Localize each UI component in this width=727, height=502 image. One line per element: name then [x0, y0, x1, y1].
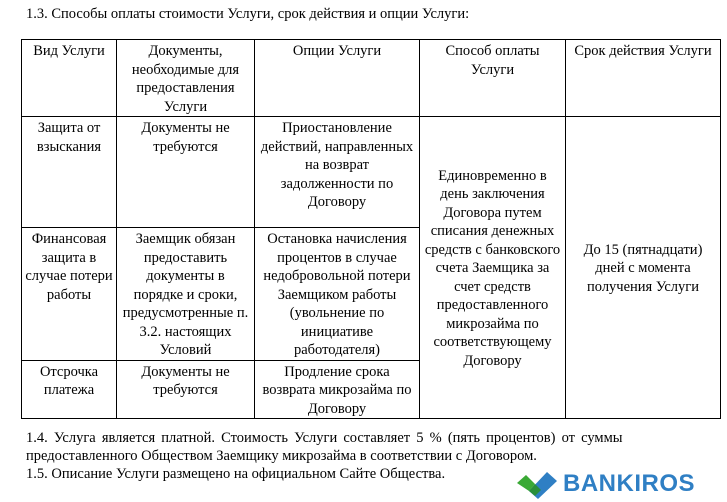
row-options: Приостановление действий, направленных на возврат задолженности по Договору	[255, 117, 420, 228]
paragraph-1-4-line-2: предоставленного Обществом Заемщику микрозайма в соответствии с Договором.	[26, 448, 537, 464]
row-documents: Документы не требуются	[117, 117, 255, 228]
row-service-type: Финансовая защита в случае потери работы	[22, 228, 117, 361]
row-documents: Заемщик обязан предоставить документы в порядке и сроки, предусмотренные п. 3.2. настоящих Условий	[117, 228, 255, 361]
row-service-type: Защита от взыскания	[22, 117, 117, 228]
bankiros-check-logo-icon	[517, 469, 559, 499]
header-options: Опции Услуги	[255, 40, 420, 117]
row-options: Остановка начисления процентов в случае недобровольной потери Заемщиком работы (увольнение по инициативе работодателя)	[255, 228, 420, 361]
header-documents: Документы, необходимые для предоставления Услуги	[117, 40, 255, 117]
section-heading: 1.3. Способы оплаты стоимости Услуги, срок действия и опции Услуги:	[26, 6, 470, 22]
table-row	[22, 117, 721, 228]
header-validity: Срок действия Услуги	[566, 40, 721, 117]
service-table	[21, 39, 721, 419]
header-service-type: Вид Услуги	[22, 40, 117, 117]
bankiros-watermark	[517, 469, 722, 499]
row-service-type: Отсрочка платежа	[22, 360, 117, 419]
paragraph-1-5: 1.5. Описание Услуги размещено на официальном Сайте Общества.	[26, 466, 446, 482]
bankiros-logo-text: BANKIROS	[563, 470, 696, 497]
row-documents: Документы не требуются	[117, 360, 255, 419]
table-header-row	[22, 40, 721, 117]
header-payment-method: Способ оплаты Услуги	[420, 40, 566, 117]
payment-method-cell: Единовременно в день заключения Договора путем списания денежных средств с банковского счета Заемщика за счет средств предоставленного микрозайма по соответствующему Договору	[420, 117, 566, 419]
validity-cell: До 15 (пятнадцати) дней с момента получения Услуги	[566, 117, 721, 419]
row-options: Продление срока возврата микрозайма по Договору	[255, 360, 420, 419]
paragraph-1-4-line-1: 1.4. Услуга является платной. Стоимость Услуги составляет 5 % (пять процентов) от суммы	[26, 430, 623, 446]
